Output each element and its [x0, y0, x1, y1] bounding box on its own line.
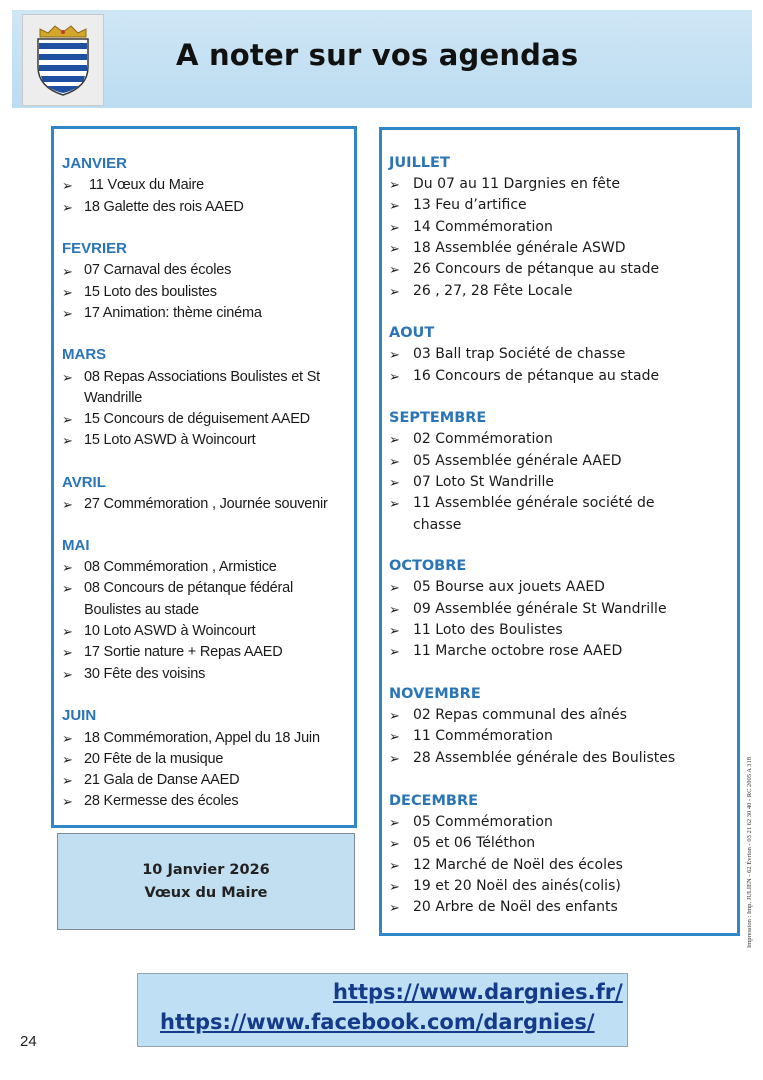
- arrow-bullet-icon: ➢: [389, 623, 400, 638]
- event-item: 28 Assemblée générale des Boulistes: [413, 750, 676, 766]
- arrow-bullet-icon: ➢: [389, 879, 400, 894]
- arrow-bullet-icon: ➢: [389, 241, 400, 256]
- arrow-bullet-icon: ➢: [62, 731, 73, 746]
- arrow-bullet-icon: ➢: [389, 347, 400, 362]
- notice-event: Vœux du Maire: [144, 884, 268, 901]
- arrow-bullet-icon: ➢: [62, 412, 73, 427]
- event-item: 17 Animation: thème cinéma: [84, 305, 262, 321]
- arrow-bullet-icon: ➢: [389, 220, 400, 235]
- notice-date: 10 Janvier 2026: [142, 861, 270, 878]
- arrow-bullet-icon: ➢: [62, 667, 73, 682]
- event-item: 07 Loto St Wandrille: [413, 474, 555, 490]
- arrow-bullet-icon: ➢: [62, 624, 73, 639]
- arrow-bullet-icon: ➢: [389, 432, 400, 447]
- arrow-bullet-icon: ➢: [62, 645, 73, 660]
- event-item: 18 Galette des rois AAED: [84, 199, 244, 215]
- event-item-continued: Boulistes au stade: [84, 602, 199, 618]
- arrow-bullet-icon: ➢: [389, 900, 400, 915]
- arrow-bullet-icon: ➢: [389, 177, 400, 192]
- event-item-continued: chasse: [413, 517, 462, 533]
- month-heading: JUIN: [62, 707, 97, 724]
- arrow-bullet-icon: ➢: [62, 794, 73, 809]
- event-item: 07 Carnaval des écoles: [84, 262, 232, 278]
- arrow-bullet-icon: ➢: [389, 496, 400, 511]
- arrow-bullet-icon: ➢: [62, 752, 73, 767]
- arrow-bullet-icon: ➢: [62, 433, 73, 448]
- event-item: 09 Assemblée générale St Wandrille: [413, 601, 667, 617]
- arrow-bullet-icon: ➢: [389, 708, 400, 723]
- arrow-bullet-icon: ➢: [62, 560, 73, 575]
- event-item: 26 , 27, 28 Fête Locale: [413, 283, 573, 299]
- page-title: A noter sur vos agendas: [176, 38, 579, 72]
- arrow-bullet-icon: ➢: [62, 285, 73, 300]
- event-item: 11 Loto des Boulistes: [413, 622, 563, 638]
- event-item: 15 Loto des boulistes: [84, 284, 217, 300]
- month-heading: AVRIL: [62, 474, 106, 491]
- month-heading: FEVRIER: [62, 240, 128, 257]
- event-item: 08 Repas Associations Boulistes et St: [84, 369, 321, 385]
- arrow-bullet-icon: ➢: [62, 178, 73, 193]
- coat-of-arms-icon: [32, 23, 94, 97]
- event-item: 05 et 06 Téléthon: [413, 835, 536, 851]
- arrow-bullet-icon: ➢: [389, 729, 400, 744]
- month-heading: MARS: [62, 346, 107, 363]
- event-item: 13 Feu d’artifice: [413, 197, 527, 213]
- month-heading: SEPTEMBRE: [389, 410, 487, 426]
- arrow-bullet-icon: ➢: [389, 751, 400, 766]
- event-item: 14 Commémoration: [413, 219, 553, 235]
- month-heading: DECEMBRE: [389, 793, 479, 809]
- arrow-bullet-icon: ➢: [389, 858, 400, 873]
- event-item: 11 Marche octobre rose AAED: [413, 643, 623, 659]
- arrow-bullet-icon: ➢: [389, 580, 400, 595]
- arrow-bullet-icon: ➢: [62, 306, 73, 321]
- event-item: 05 Assemblée générale AAED: [413, 453, 622, 469]
- month-heading: MAI: [62, 537, 90, 554]
- event-item: 20 Arbre de Noël des enfants: [413, 899, 618, 915]
- event-item: 15 Concours de déguisement AAED: [84, 411, 310, 427]
- arrow-bullet-icon: ➢: [62, 200, 73, 215]
- arrow-bullet-icon: ➢: [62, 370, 73, 385]
- month-heading: NOVEMBRE: [389, 686, 481, 702]
- month-heading: JUILLET: [389, 155, 450, 171]
- arrow-bullet-icon: ➢: [389, 475, 400, 490]
- page-number: 24: [20, 1033, 37, 1050]
- arrow-bullet-icon: ➢: [389, 454, 400, 469]
- event-item: 11 Assemblée générale société de: [413, 495, 655, 511]
- event-item: 08 Concours de pétanque fédéral: [84, 580, 294, 596]
- event-item: 02 Repas communal des aînés: [413, 707, 627, 723]
- arrow-bullet-icon: ➢: [389, 369, 400, 384]
- arrow-bullet-icon: ➢: [62, 497, 73, 512]
- event-item: 17 Sortie nature + Repas AAED: [84, 644, 283, 660]
- event-item: 21 Gala de Danse AAED: [84, 772, 240, 788]
- event-item: 19 et 20 Noël des ainés(colis): [413, 878, 621, 894]
- arrow-bullet-icon: ➢: [389, 198, 400, 213]
- arrow-bullet-icon: ➢: [389, 815, 400, 830]
- event-item: 08 Commémoration , Armistice: [84, 559, 277, 575]
- event-item: 16 Concours de pétanque au stade: [413, 368, 660, 384]
- printer-imprint: Impression : Imp. JULIEN - 62 Évrion - 03 21 62 30 40 - RC 2005 A 318: [746, 756, 753, 948]
- event-item: 18 Assemblée générale ASWD: [413, 240, 626, 256]
- event-item: 05 Commémoration: [413, 814, 553, 830]
- arrow-bullet-icon: ➢: [389, 284, 400, 299]
- facebook-link[interactable]: https://www.facebook.com/dargnies/: [160, 1010, 595, 1034]
- arrow-bullet-icon: ➢: [62, 264, 73, 279]
- event-item: 15 Loto ASWD à Woincourt: [84, 432, 256, 448]
- event-item: 12 Marché de Noël des écoles: [413, 857, 623, 873]
- event-item: Du 07 au 11 Dargnies en fête: [413, 176, 620, 192]
- arrow-bullet-icon: ➢: [62, 581, 73, 596]
- arrow-bullet-icon: ➢: [62, 773, 73, 788]
- event-item: 26 Concours de pétanque au stade: [413, 261, 660, 277]
- event-item: 05 Bourse aux jouets AAED: [413, 579, 605, 595]
- website-link[interactable]: https://www.dargnies.fr/: [333, 980, 623, 1004]
- arrow-bullet-icon: ➢: [389, 602, 400, 617]
- arrow-bullet-icon: ➢: [389, 644, 400, 659]
- event-item: 03 Ball trap Société de chasse: [413, 346, 626, 362]
- arrow-bullet-icon: ➢: [389, 262, 400, 277]
- highlight-notice: [57, 833, 355, 930]
- event-item: 27 Commémoration , Journée souvenir: [84, 496, 328, 512]
- event-item: 28 Kermesse des écoles: [84, 793, 239, 809]
- event-item: 18 Commémoration, Appel du 18 Juin: [84, 730, 320, 746]
- event-item: 02 Commémoration: [413, 431, 553, 447]
- event-item: 11 Commémoration: [413, 728, 553, 744]
- month-heading: JANVIER: [62, 155, 128, 172]
- month-heading: OCTOBRE: [389, 558, 467, 574]
- event-item: 10 Loto ASWD à Woincourt: [84, 623, 256, 639]
- month-heading: AOUT: [389, 325, 435, 341]
- event-item-continued: Wandrille: [84, 390, 143, 406]
- arrow-bullet-icon: ➢: [389, 836, 400, 851]
- event-item: 11 Vœux du Maire: [89, 177, 204, 193]
- crest-frame: [22, 14, 104, 106]
- event-item: 30 Fête des voisins: [84, 666, 206, 682]
- event-item: 20 Fête de la musique: [84, 751, 224, 767]
